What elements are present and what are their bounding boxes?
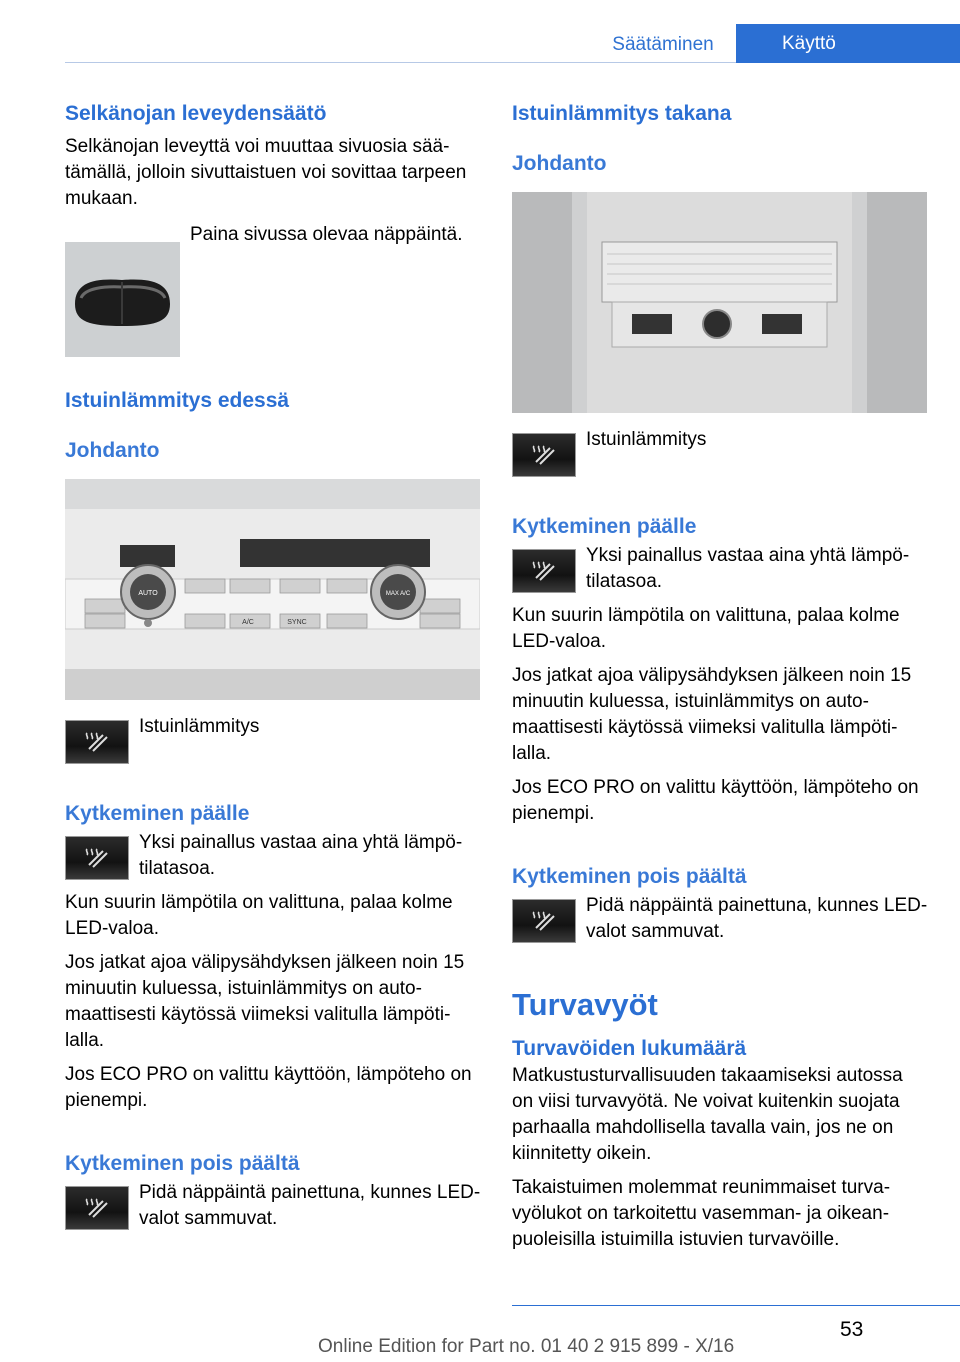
- rear-console-image: [512, 192, 927, 413]
- front-eco-text: Jos ECO PRO on valittu käyttöön, lämpöteho on pienempi.: [65, 1064, 472, 1111]
- seat-heating-icon: [65, 836, 129, 880]
- backrest-width-text: Selkänojan leveyttä voi muuttaa sivuosia säätämällä, jolloin sivuttaistuen voi sovittaa tarpeen mukaan.: [65, 136, 467, 209]
- backrest-button-image: [65, 242, 180, 357]
- edition-text: Online Edition for Part no. 01 40 2 915 899 - X/16: [318, 1336, 735, 1357]
- rear-intro-heading: Johdanto: [512, 152, 607, 175]
- seat-heating-icon: [65, 1186, 129, 1230]
- belt-count-text: Matkustusturvallisuuden takaamiseksi autossa on viisi turvavyötä. Ne voivat kuitenkin suojata parhaalla mahdollisella tavalla vain, jos ne on kiinnitetty oikein.: [512, 1065, 903, 1164]
- backrest-button-text: Paina sivussa olevaa näppäintä.: [190, 224, 463, 245]
- rear-resume-text: Jos jatkat ajoa välipysähdyksen jälkeen noin 15 minuutin kuluessa, istuinlämmitys on automaattisesti käytössä viimeksi valitulla lämpötilalla.: [512, 665, 912, 764]
- seat-belts-heading: Turvavyöt: [512, 987, 658, 1022]
- outer-buckles-text: Takaistuimen molemmat reunimmaiset turvavyölukot on tarkoitettu vasemman- ja oikeanpuoleisilla istuimilla istuvien turvavöille.: [512, 1177, 891, 1250]
- rear-on-heading: Kytkeminen päälle: [512, 515, 697, 538]
- belt-count-heading: Turvavöiden lukumäärä: [512, 1037, 747, 1060]
- front-icon-label: Istuinlämmitys: [139, 716, 260, 737]
- backrest-button-row: [65, 222, 481, 357]
- climate-panel-image: [65, 479, 480, 700]
- seat-heating-icon: [65, 720, 129, 764]
- seat-heating-icon: [512, 899, 576, 943]
- front-resume-text: Jos jatkat ajoa välipysähdyksen jälkeen noin 15 minuutin kuluessa, istuinlämmitys on automaattisesti käytössä viimeksi valitulla lämpötilalla.: [65, 952, 465, 1051]
- panel-ac-label: A/C: [242, 619, 254, 626]
- rear-off-text: Pidä näppäintä painettuna, kunnes LED-valot sammuvat.: [586, 895, 928, 942]
- rear-seat-heating-heading: Istuinlämmitys takana: [512, 102, 732, 125]
- front-icon-legend: [65, 714, 481, 764]
- page-number: 53: [840, 1318, 864, 1341]
- front-on-heading: Kytkeminen päälle: [65, 802, 250, 825]
- header-section-tab[interactable]: Säätäminen: [612, 34, 714, 55]
- rear-eco-text: Jos ECO PRO on valittu käyttöön, lämpöteho on pienempi.: [512, 777, 919, 824]
- left-column: [65, 100, 481, 1232]
- front-seat-heating-heading: Istuinlämmitys edessä: [65, 389, 290, 412]
- panel-max-label: MAX A/C: [385, 591, 411, 597]
- header-chapter-tab[interactable]: Käyttö: [736, 24, 960, 63]
- seat-heating-icon: [512, 549, 576, 593]
- front-off-row: [65, 1180, 481, 1232]
- front-off-heading: Kytkeminen pois päältä: [65, 1152, 300, 1175]
- panel-sync-label: SYNC: [287, 619, 307, 626]
- rear-off-heading: Kytkeminen pois päältä: [512, 865, 747, 888]
- rear-on-row: [512, 543, 928, 595]
- footer-rule: [512, 1305, 960, 1306]
- rear-icon-legend: [512, 427, 928, 477]
- rear-off-row: [512, 893, 928, 945]
- front-on-row: [65, 830, 481, 882]
- backrest-switch-icon: [65, 242, 180, 357]
- seat-heating-icon: [512, 433, 576, 477]
- rear-max-temp-text: Kun suurin lämpötila on valittuna, palaa kolme LED-valoa.: [512, 605, 900, 652]
- panel-auto-label: AUTO: [138, 590, 158, 597]
- front-on-text: Yksi painallus vastaa aina yhtä lämpötilatasoa.: [139, 832, 463, 879]
- front-max-temp-text: Kun suurin lämpötila on valittuna, palaa kolme LED-valoa.: [65, 892, 453, 939]
- rear-on-text: Yksi painallus vastaa aina yhtä lämpötilatasoa.: [586, 545, 910, 592]
- front-intro-heading: Johdanto: [65, 439, 160, 462]
- backrest-width-heading: Selkänojan leveydensäätö: [65, 102, 327, 125]
- rear-icon-label: Istuinlämmitys: [586, 429, 707, 450]
- right-column: [512, 100, 928, 1253]
- front-off-text: Pidä näppäintä painettuna, kunnes LED-valot sammuvat.: [139, 1182, 481, 1229]
